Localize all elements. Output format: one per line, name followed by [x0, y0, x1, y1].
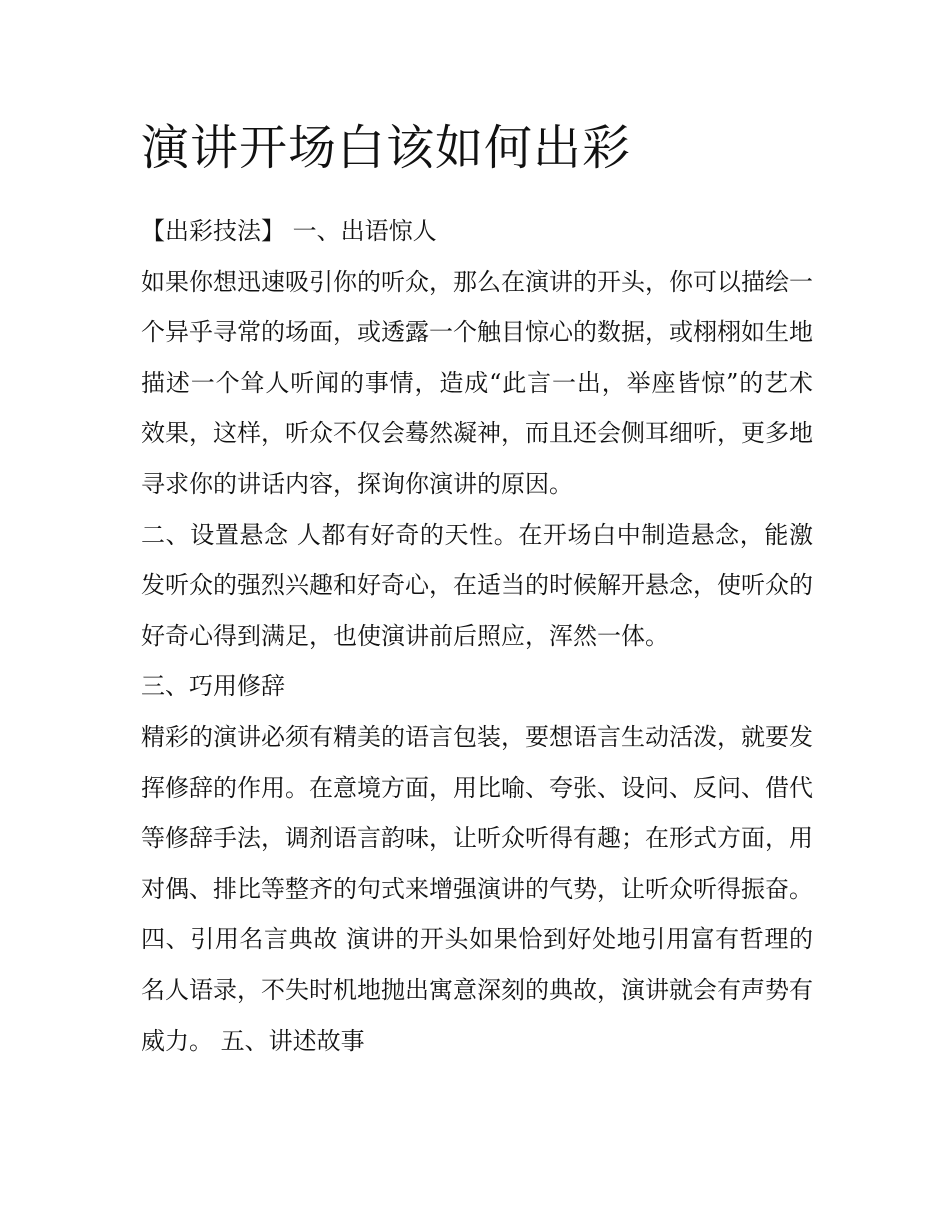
document-page: [141, 118, 813, 1066]
paragraph-quotes: 四、引用名言典故 演讲的开头如果恰到好处地引用富有哲理的名人语录，不失时机地抛出寓意深刻的典故，演讲就会有声势有威力。 五、讲述故事: [141, 925, 813, 1055]
paragraph-suspense: 二、设置悬念 人都有好奇的天性。在开场白中制造悬念，能激发听众的强烈兴趣和好奇心，在适当的时候解开悬念，使听众的好奇心得到满足，也使演讲前后照应，浑然一体。: [141, 520, 813, 650]
paragraph-surprising-opening: 如果你想迅速吸引你的听众，那么在演讲的开头，你可以描绘一个异乎寻常的场面，或透露一个触目惊心的数据，或栩栩如生地描述一个耸人听闻的事情，造成“此言一出，举座皆惊”的艺术效果，这样，听众不仅会蓦然凝神，而且还会侧耳细听，更多地寻求你的讲话内容，探询你演讲的原因。: [141, 267, 813, 498]
paragraph-rhetoric-heading: 三、巧用修辞: [141, 672, 285, 701]
paragraph-technique-heading: 【出彩技法】 一、出语惊人: [141, 217, 437, 245]
document-title: 演讲开场白该如何出彩: [141, 120, 632, 176]
paragraph-rhetoric: 精彩的演讲必须有精美的语言包装，要想语言生动活泼，就要发挥修辞的作用。在意境方面，用比喻、夸张、设问、反问、借代等修辞手法，调剂语言韵味，让听众听得有趣；在形式方面，用对偶、排比等整齐的句式来增强演讲的气势，让听众听得振奋。: [141, 722, 813, 903]
